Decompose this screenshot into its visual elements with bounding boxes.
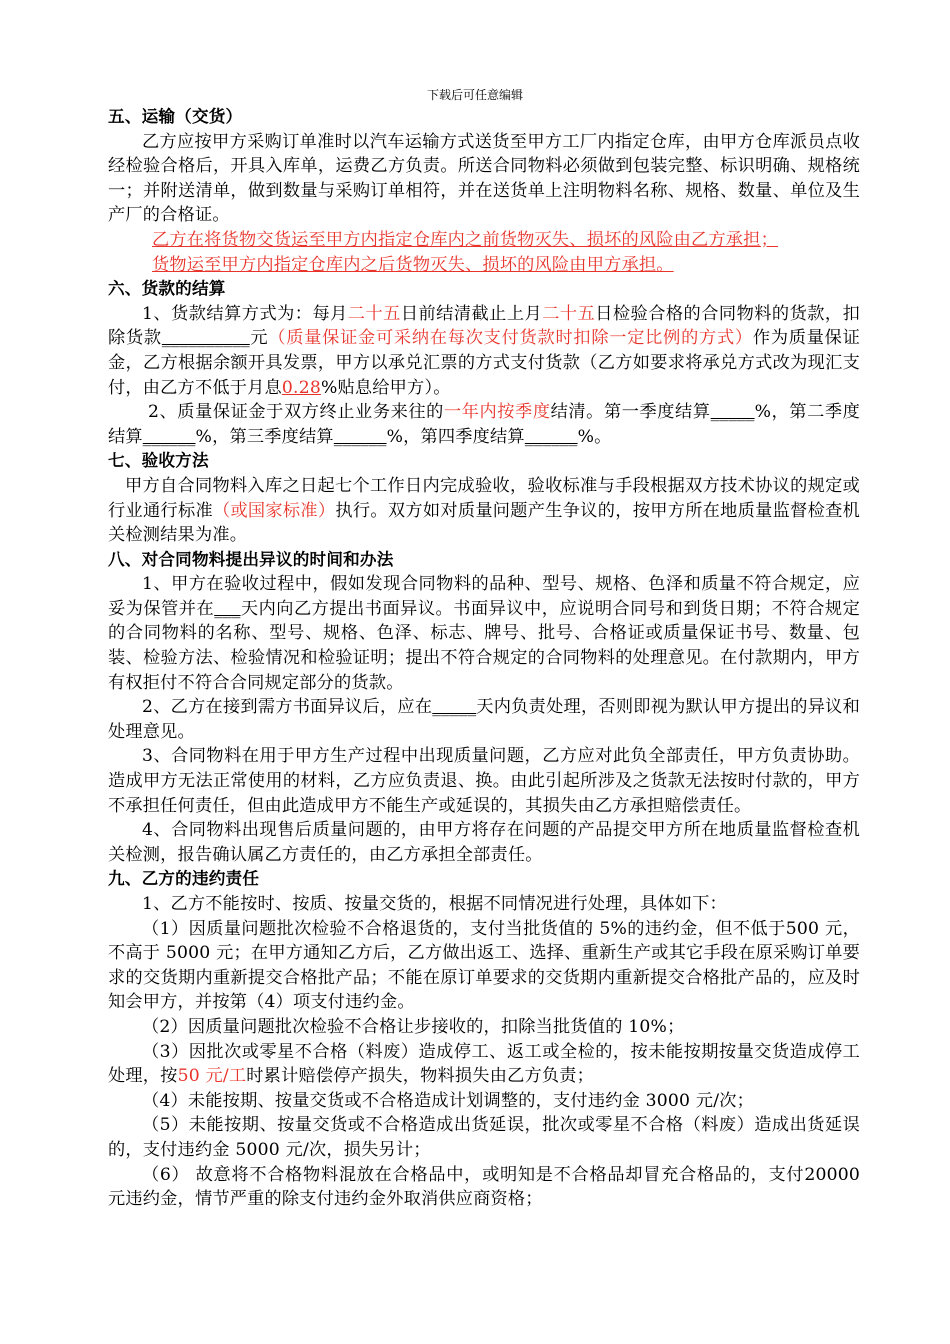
- fill-blank[interactable]: __________: [161, 328, 250, 349]
- text-run: 执行。双方如对质量问题产生争议的，按甲方所在地质量监督检查机关检测结果为准。: [108, 500, 860, 546]
- text-run: 2、质量保证金于双方终止业务来往的: [148, 402, 444, 423]
- risk-clause-line-1: 乙方在将货物交货运至甲方内指定仓库内之前货物灭失、损坏的风险由乙方承担；: [152, 229, 778, 250]
- text-run: %，第二季度结算: [108, 402, 861, 447]
- fill-blank[interactable]: ______: [142, 426, 196, 447]
- highlight-rate: 50 元/工: [177, 1066, 247, 1087]
- section-5-paragraph: 乙方应按甲方采购订单准时以汽车运输方式送货至甲方工厂内指定仓库，由甲方仓库派员点收经检验合格后，开具入库单，运费乙方负责。所送合同物料必须做到包装完整、标识明确、规格统一；并附送清单，做到数量与采购订单相符，并在送货单上注明物料名称、规格、数量、单位及生产厂的合格证。: [108, 131, 860, 226]
- text-run: %，第四季度结算: [386, 426, 525, 447]
- section-9-title: 九、乙方的违约责任: [108, 869, 260, 889]
- risk-clause-line-2: 货物运至甲方内指定仓库内之后货物灭失、损坏的风险由甲方承担。: [152, 254, 674, 275]
- section-8-title: 八、对合同物料提出异议的时间和办法: [108, 549, 394, 569]
- text-run: 天内负责处理，否则即视为默认甲方提出的异议和处理意见。: [108, 697, 860, 742]
- section-9-item-3: [108, 1040, 860, 1089]
- text-run: 1、甲方在验收过程中，假如发现合同物料的品种、型号、规格、色泽和质量不符合规定，应妥为保管并在: [108, 574, 860, 619]
- page-header: 下载后可任意编辑: [426, 88, 523, 102]
- text-run: 作为质量保证金，乙方根据余额开具发票，甲方以承兑汇票的方式支付货款（乙方如要求将承兑方式改为现汇支付，由乙方不低于月息: [108, 328, 860, 398]
- text-run: （3）因批次或零星不合格（料废）造成停工、返工或全检的，按未能按期按量交货造成停工处理，按: [108, 1041, 860, 1087]
- text-run: 甲方自合同物料入库之日起七个工作日内完成验收，验收标准与手段根据双方技术协议的规定或行业通行标准: [108, 475, 860, 521]
- section-9-item-4: （4）未能按期、按量交货或不合格造成计划调整的，支付违约金 3000 元/次；: [142, 1090, 755, 1111]
- highlight-day: 二十五: [347, 303, 401, 324]
- section-5-title: 五、运输（交货）: [108, 107, 243, 126]
- highlight-day: 二十五: [542, 303, 596, 324]
- section-7-paragraph: [108, 474, 860, 548]
- fill-blank[interactable]: ______: [524, 426, 578, 447]
- section-6-title: 六、货款的结算: [108, 279, 226, 299]
- text-run: 天内向乙方提出书面异议。书面异议中，应说明合同号和到货日期；不符合规定的合同物料的名称、型号、规格、色泽、标志、牌号、批号、合格证或质量保证书号、数量、包装、检验方法、检验情况和检验证明；提出不符合规定的合同物料的处理意见。在付款期内，甲方有权拒付不符合合同规定部分的货款。: [108, 598, 860, 693]
- section-9-item-2: （2）因质量问题批次检验不合格让步接收的，扣除当批货值的 10%；: [142, 1016, 685, 1037]
- text-run: 结清。第一季度结算: [550, 402, 711, 423]
- text-run: %，第三季度结算: [195, 426, 334, 447]
- text-run: 时累计赔偿停产损失，物料损失由乙方负责；: [246, 1066, 595, 1087]
- section-8-paragraph-4: 4、合同物料出现售后质量问题的，由甲方将存在问题的产品提交甲方所在地质量监督检查机关检测，报告确认属乙方责任的，由乙方承担全部责任。: [108, 820, 860, 865]
- document-body: [108, 105, 860, 1212]
- section-6-paragraph-1: [108, 302, 860, 400]
- fill-blank[interactable]: _____: [432, 697, 477, 718]
- text-run: %。: [577, 426, 612, 447]
- fill-blank[interactable]: ______: [333, 426, 387, 447]
- section-9-item-5: （5）未能按期、按量交货或不合格造成出货延误，批次或零星不合格（料废）造成出货延误的，支付违约金 5000 元/次，损失另计；: [108, 1115, 860, 1160]
- section-9-paragraph-1: 1、乙方不能按时、按质、按量交货的，根据不同情况进行处理，具体如下：: [142, 894, 727, 914]
- section-8-paragraph-2: [108, 695, 860, 744]
- section-9-item-1: （1）因质量问题批次检验不合格退货的，支付当批货值的 5%的违约金，但不低于500 元，不高于 5000 元；在甲方通知乙方后，乙方做出返工、选择、重新生产或其它手段在原采购订单要求的交货期内重新提交合格批产品；不能在原订单要求的交货期内重新提交合格批产品的，应及时知会甲方，并按第（4）项支付违约金。: [108, 918, 860, 1013]
- text-run: 元: [249, 328, 269, 349]
- highlight-note: （质量保证金可采纳在每次支付货款时扣除一定比例的方式）: [268, 328, 753, 349]
- section-6-paragraph-2: [108, 400, 860, 449]
- section-7-title: 七、验收方法: [108, 451, 209, 471]
- risk-clause: [108, 228, 860, 277]
- interest-rate: 0.28: [281, 377, 321, 398]
- text-run: 2、乙方在接到需方书面异议后，应在: [142, 697, 433, 718]
- highlight-term: 一年内按季度: [443, 402, 551, 423]
- text-run: %贴息给甲方）。: [320, 377, 451, 398]
- fill-blank[interactable]: _____: [710, 402, 755, 423]
- section-9-item-6: （6） 故意将不合格物料混放在合格品中，或明知是不合格品却冒充合格品的，支付20000 元违约金，情节严重的除支付违约金外取消供应商资格；: [108, 1164, 860, 1210]
- fill-blank[interactable]: ___: [214, 598, 241, 619]
- text-run: 1、货款结算方式为：每月: [142, 303, 348, 324]
- text-run: 日前结清截止上月: [400, 303, 543, 324]
- text-run: 日检验合格的合同物料的货款，扣除货款: [108, 303, 860, 349]
- highlight-note: （或国家标准）: [212, 500, 336, 521]
- section-8-paragraph-3: 3、合同物料在用于甲方生产过程中出现质量问题，乙方应对此负全部责任，甲方负责协助。造成甲方无法正常使用的材料，乙方应负责退、换。由此引起所涉及之货款无法按时付款的，甲方不承担任何责任，但由此造成甲方不能生产或延误的，其损失由乙方承担赔偿责任。: [108, 746, 860, 816]
- section-8-paragraph-1: [108, 572, 860, 695]
